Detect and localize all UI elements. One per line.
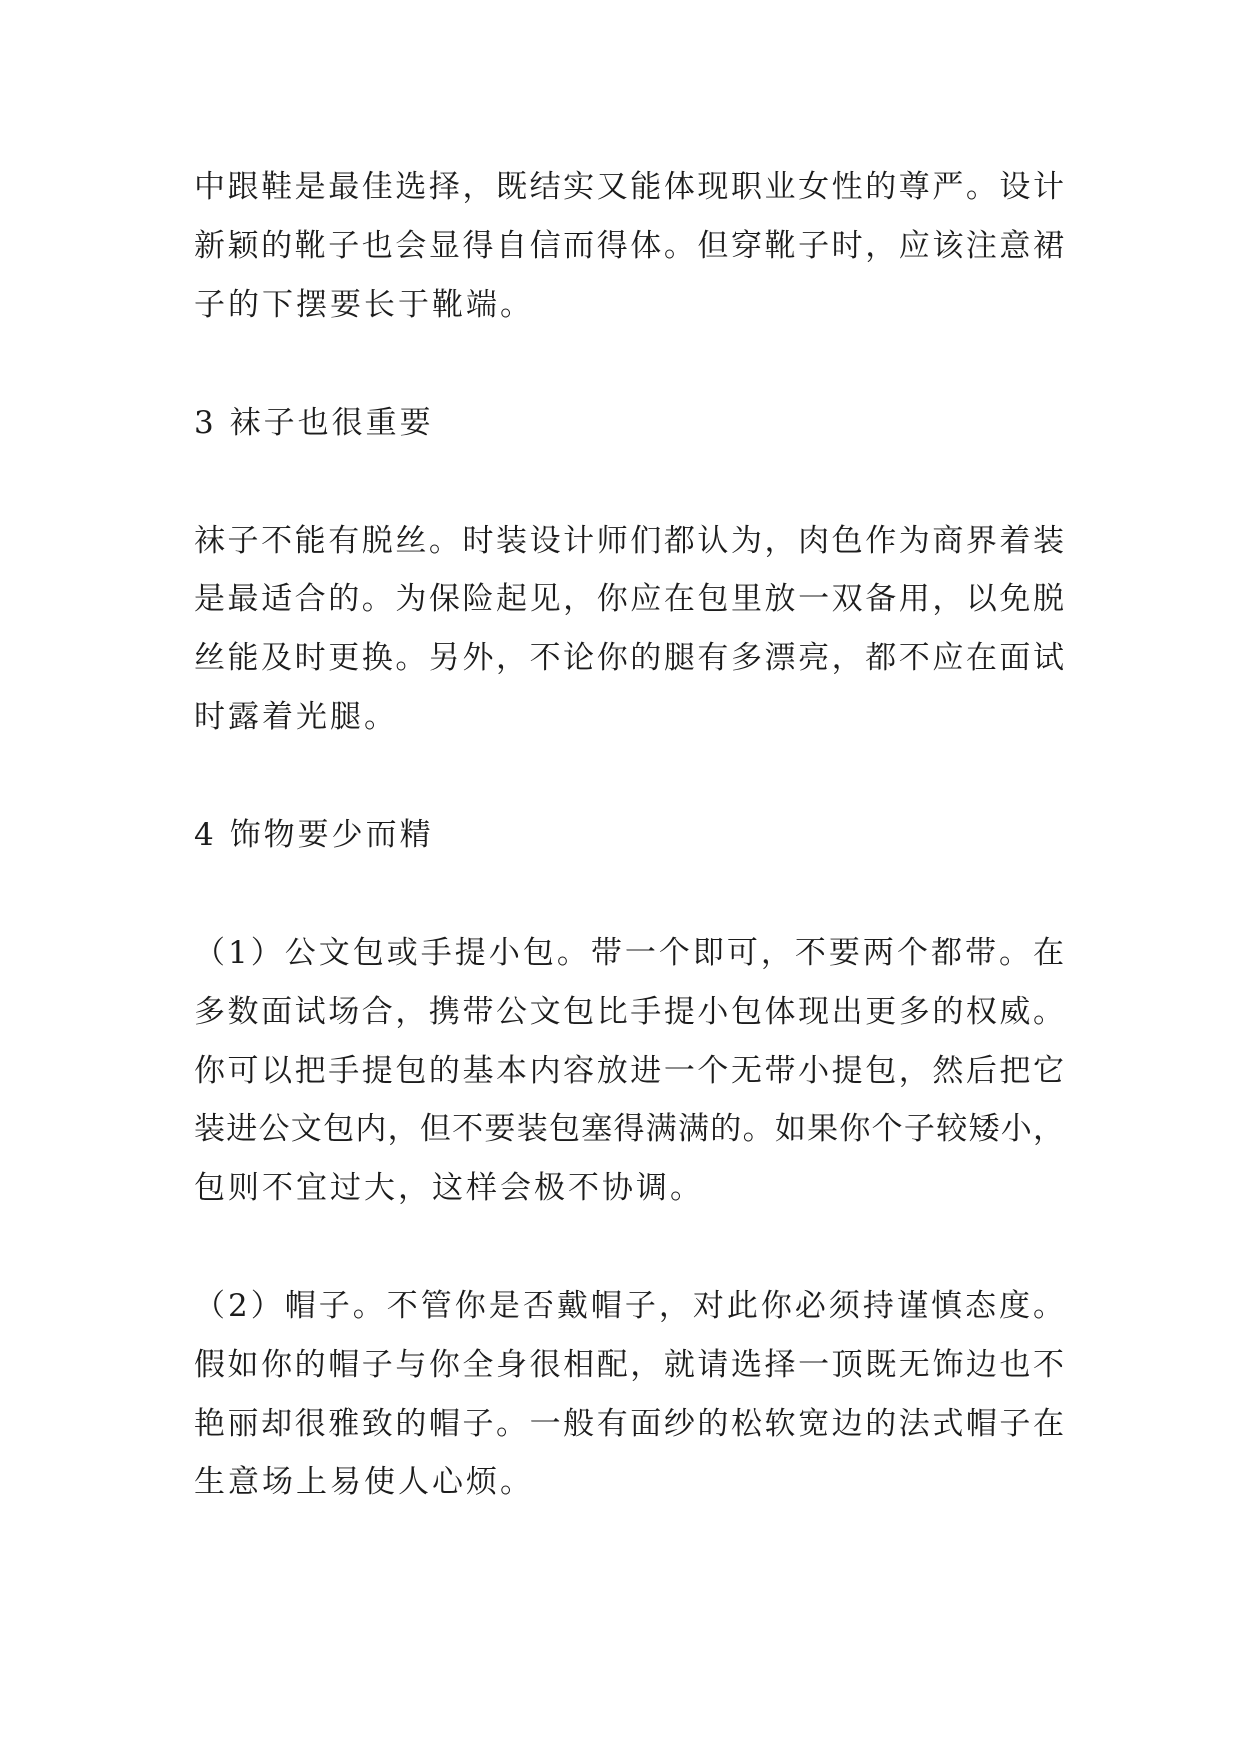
paragraph-line: 新颖的靴子也会显得自信而得体。但穿靴子时，应该注意裙 [194, 227, 1064, 264]
paragraph-line: （1）公文包或手提小包。带一个即可，不要两个都带。在 [194, 934, 1064, 971]
paragraph-line: 多数面试场合，携带公文包比手提小包体现出更多的权威。 [194, 993, 1064, 1030]
paragraph [194, 1277, 1241, 1512]
paragraph [194, 512, 1241, 747]
paragraph-line: 包则不宜过大，这样会极不协调。 [194, 1170, 704, 1207]
paragraph [194, 158, 1241, 334]
paragraph-line: 装进公文包内，但不要装包塞得满满的。如果你个子较矮小， [194, 1111, 1064, 1148]
paragraph-line: 是最适合的。为保险起见，你应在包里放一双备用，以免脱 [194, 581, 1064, 618]
section-heading: 3 袜子也很重要 [194, 404, 434, 441]
paragraph-line: 生意场上易使人心烦。 [194, 1464, 534, 1501]
paragraph-line: （2）帽子。不管你是否戴帽子，对此你必须持谨慎态度。 [194, 1288, 1064, 1325]
paragraph-line: 子的下摆要长于靴端。 [194, 286, 534, 323]
paragraph-line: 袜子不能有脱丝。时装设计师们都认为，肉色作为商界着装 [194, 522, 1064, 559]
paragraph-line: 时露着光腿。 [194, 698, 398, 735]
paragraph-line: 假如你的帽子与你全身很相配，就请选择一顶既无饰边也不 [194, 1346, 1064, 1383]
section-heading: 4 饰物要少而精 [194, 816, 434, 853]
paragraph-line: 你可以把手提包的基本内容放进一个无带小提包，然后把它 [194, 1052, 1064, 1089]
paragraph-line: 艳丽却很雅致的帽子。一般有面纱的松软宽边的法式帽子在 [194, 1405, 1064, 1442]
paragraph-line: 丝能及时更换。另外，不论你的腿有多漂亮，都不应在面试 [194, 640, 1064, 677]
paragraph-line: 中跟鞋是最佳选择，既结实又能体现职业女性的尊严。设计 [194, 169, 1064, 205]
paragraph [194, 924, 1241, 1218]
